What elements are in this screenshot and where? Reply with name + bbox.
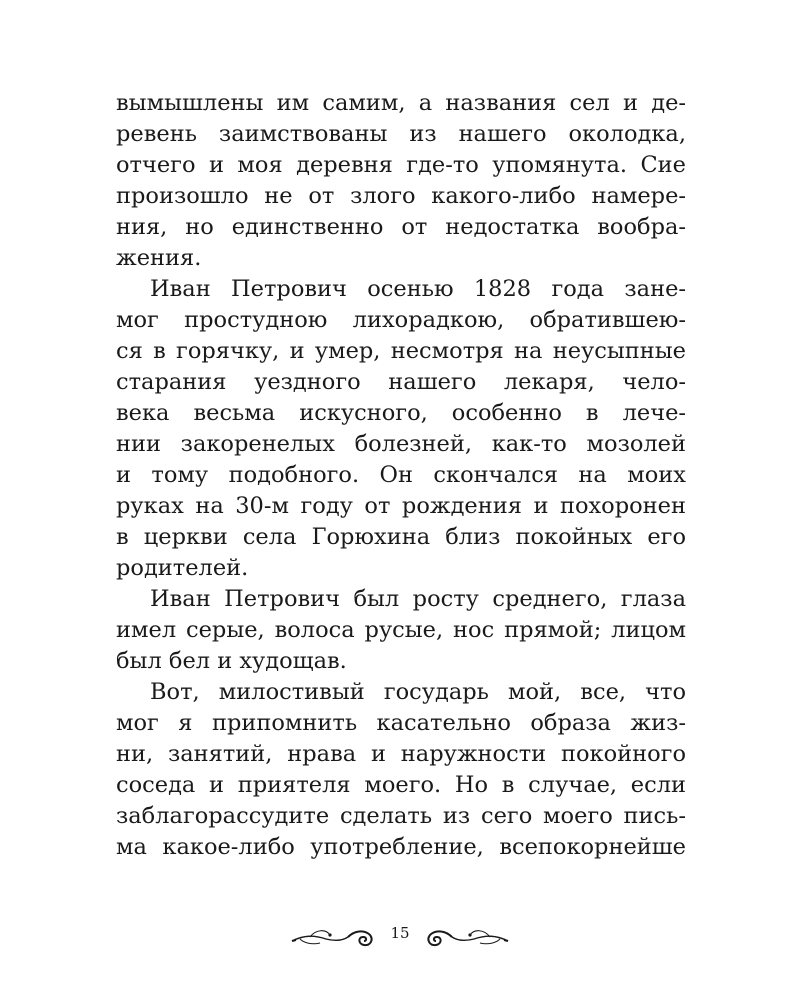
body-text	[116, 88, 686, 863]
text-line: нии закоренелых болезней, как-то мозолей	[116, 431, 686, 457]
text-line: соседа и приятеля моего. Но в случае, если	[116, 772, 686, 798]
text-line: ся в горячку, и умер, несмотря на неусыпные	[116, 338, 686, 364]
text-line: имел серые, волоса русые, нос прямой; лицом	[116, 617, 686, 643]
text-line: произошло не от злого какого-либо намере-	[116, 183, 686, 209]
text-line: ревень заимствованы из нашего околодка,	[116, 121, 686, 147]
page-footer	[0, 915, 800, 955]
text-line: ния, но единственно от недостатка вообра-	[116, 214, 686, 240]
text-line: в церкви села Горюхина близ покойных его	[116, 524, 686, 550]
text-line: родителей.	[116, 555, 249, 581]
text-line: был бел и худощав.	[116, 648, 347, 674]
text-line: мог простудною лихорадкою, обратившею-	[116, 307, 686, 333]
text-line: и тому подобного. Он скончался на моих	[116, 462, 686, 488]
text-line: Вот, милостивый государь мой, все, что	[150, 679, 686, 705]
right-flourish-ornament	[420, 915, 510, 955]
text-line: ма какое-либо употребление, всепокорнейше	[116, 834, 686, 860]
text-line: мог я припомнить касательно образа жиз-	[116, 710, 686, 736]
text-line: ни, занятий, нрава и наружности покойного	[116, 741, 686, 767]
text-line: Иван Петрович был росту среднего, глаза	[150, 586, 686, 612]
page-number: 15	[390, 924, 410, 942]
text-line: века весьма искусного, особенно в лече-	[116, 400, 686, 426]
left-flourish-ornament	[290, 915, 380, 955]
text-line: заблагорассудите сделать из сего моего пись-	[116, 803, 686, 829]
text-line: Иван Петрович осенью 1828 года зане-	[150, 276, 686, 302]
text-line: руках на 30-м году от рождения и похоронен	[116, 493, 686, 519]
text-line: старания уездного нашего лекаря, чело-	[116, 369, 686, 395]
text-line: вымышлены им самим, а названия сел и де-	[116, 90, 686, 116]
text-line: жения.	[116, 245, 202, 271]
text-line: отчего и моя деревня где-то упомянута. Сие	[116, 152, 686, 178]
